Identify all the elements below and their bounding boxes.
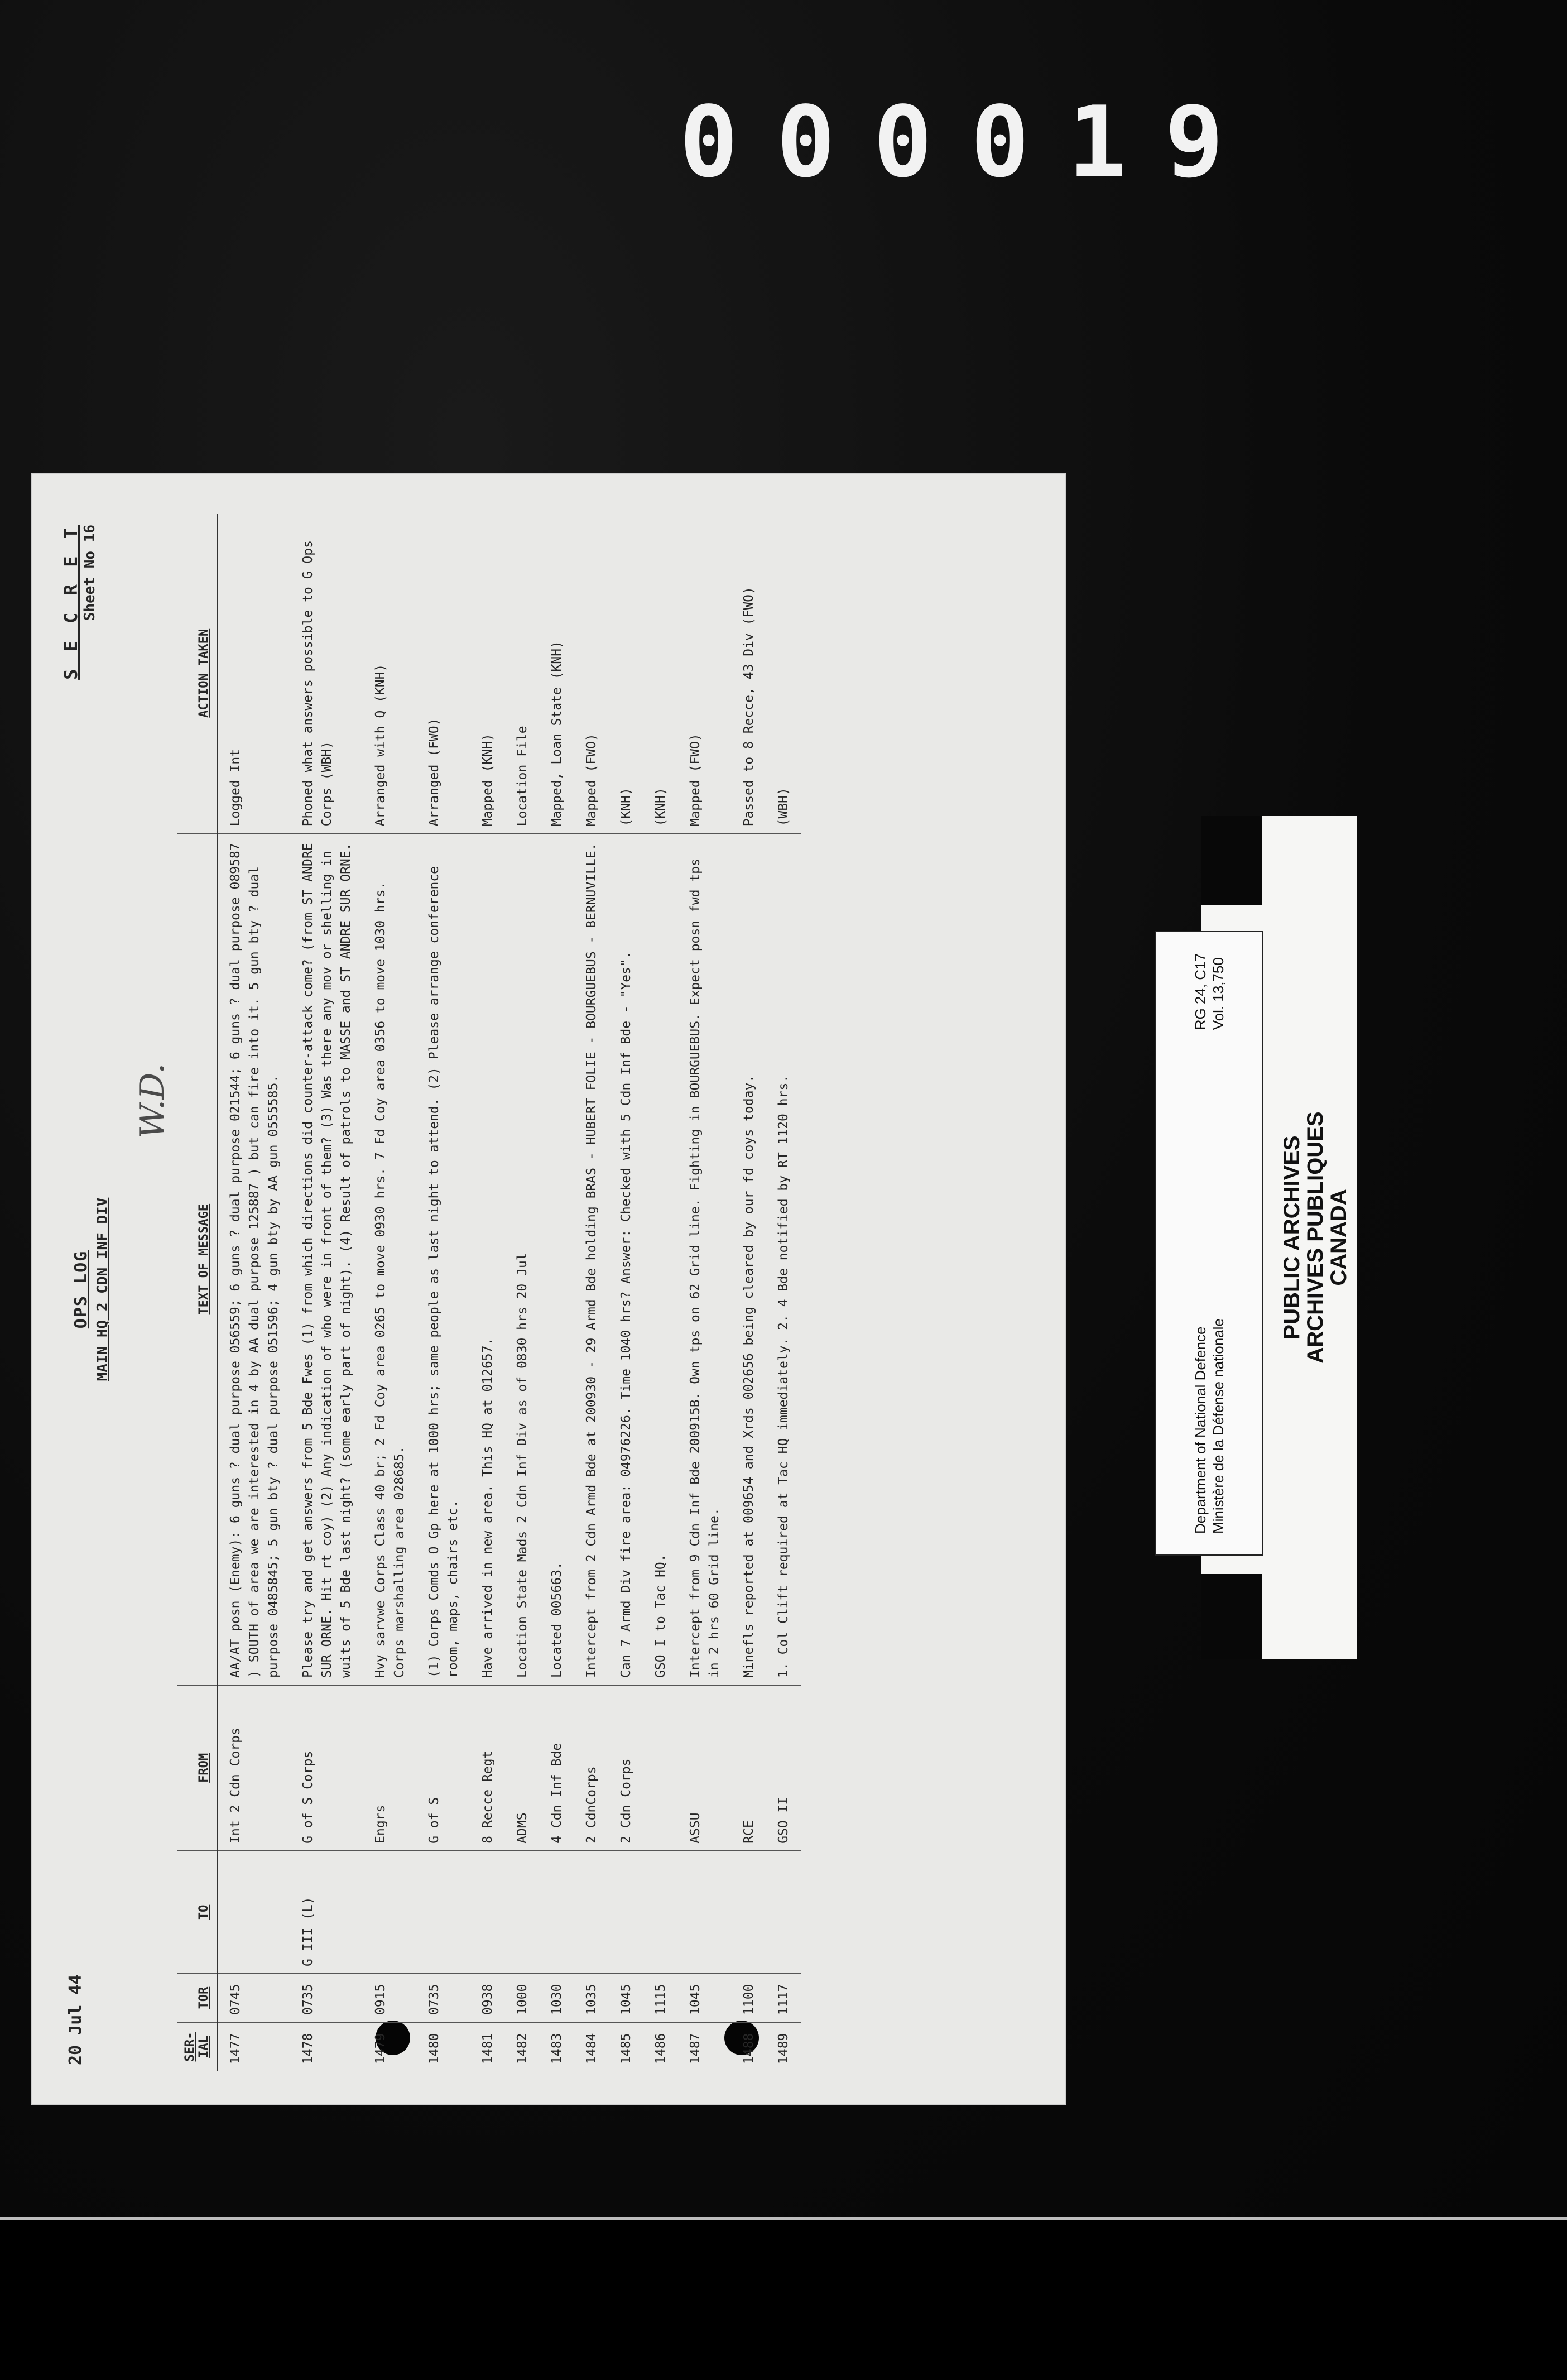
from-cell: 8 Recce Regt xyxy=(470,1685,505,1851)
log-title-block xyxy=(71,1094,111,1485)
serial-cell: 1477 xyxy=(228,2033,243,2064)
tor-cell: 1045 xyxy=(609,1974,643,2022)
to-cell xyxy=(470,1851,505,1974)
frame-digit: 0 xyxy=(679,85,738,199)
serial-cell: 1484 xyxy=(584,2033,599,2064)
serial-cell: 1486 xyxy=(653,2033,668,2064)
message-cell: Please try and get answers from 5 Bde Fwes (1) from which directions did counter-attack come? (from ST ANDRE SUR ORNE. Hit rt coy) (2) Any indication of who were in front of them? (3) Was there any mov or shelling in wuits of 5 Bde last night? (some early part of night). (4) Result of patrols to MASSE and ST ANDRE SUR ORNE. xyxy=(291,833,363,1685)
action-cell: Location File xyxy=(505,514,540,833)
action-cell: Arranged (FWO) xyxy=(417,514,470,833)
from-cell: Int 2 Cdn Corps xyxy=(218,1685,291,1851)
to-cell xyxy=(505,1851,540,1974)
serial-cell: 1481 xyxy=(480,2033,495,2064)
column-header: ACTION TAKEN xyxy=(177,514,218,833)
to-cell xyxy=(609,1851,643,1974)
archive-name xyxy=(1280,903,1350,1572)
message-cell: Minefls reported at 009654 and Xrds 002656 being cleared by our fd coys today. xyxy=(732,833,766,1685)
to-cell xyxy=(363,1851,417,1974)
action-cell: Passed to 8 Recce, 43 Div (FWO) xyxy=(732,514,766,833)
table-row xyxy=(609,514,643,2071)
film-border xyxy=(0,2220,1567,2380)
table-row xyxy=(417,514,470,2071)
action-cell: (WBH) xyxy=(766,514,801,833)
classification-block xyxy=(60,525,98,680)
action-cell: Mapped, Loan State (KNH) xyxy=(540,514,574,833)
action-cell: Mapped (FWO) xyxy=(574,514,609,833)
ops-log-table xyxy=(177,514,801,2071)
tor-cell: 0938 xyxy=(470,1974,505,2022)
tor-cell: 1115 xyxy=(643,1974,678,2022)
action-cell: Logged Int xyxy=(218,514,291,833)
table-row xyxy=(291,514,363,2071)
table-row xyxy=(678,514,732,2071)
table-row xyxy=(218,514,291,2071)
message-cell: Can 7 Armd Div fire area: 04976226. Time 1040 hrs? Answer: Checked with 5 Cdn Inf Bde - "Yes". xyxy=(609,833,643,1685)
serial-cell: 1478 xyxy=(301,2033,315,2064)
log-sheet xyxy=(32,474,1065,2104)
from-cell: G of S xyxy=(417,1685,470,1851)
from-cell: 4 Cdn Inf Bde xyxy=(540,1685,574,1851)
serial-cell: 1483 xyxy=(550,2033,564,2064)
serial-cell: 1488 xyxy=(742,2033,756,2064)
sheet-number: Sheet No 16 xyxy=(81,525,98,621)
action-cell: (KNH) xyxy=(609,514,643,833)
label-notch xyxy=(1201,1574,1262,1659)
message-cell: AA/AT posn (Enemy): 6 guns ? dual purpose 056559; 6 guns ? dual purpose 021544; 6 guns ? dual purpose 089587 ) SOUTH of area we are interested in 4 by AA dual purpose 125887 ) but can fire into it. 5 gun bty ? dual purpose 0485845; 5 gun bty ? dual purpose 051596; 4 gun bty by AA gun 0555585. xyxy=(218,833,291,1685)
archive-name-fr: ARCHIVES PUBLIQUES xyxy=(1303,1111,1328,1364)
to-cell xyxy=(678,1851,732,1974)
department-fr: Ministère de la Défense nationale xyxy=(1210,1318,1227,1534)
from-cell: GSO II xyxy=(766,1685,801,1851)
serial-cell: 1479 xyxy=(373,2033,388,2064)
to-cell xyxy=(417,1851,470,1974)
message-cell: 1. Col Clift required at Tac HQ immediately. 2. 4 Bde notified by RT 1120 hrs. xyxy=(766,833,801,1685)
column-header: TOR xyxy=(177,1974,218,2022)
frame-digit: 0 xyxy=(776,85,835,199)
table-row xyxy=(643,514,678,2071)
column-header: TO xyxy=(177,1851,218,1974)
message-cell: GSO I to Tac HQ. xyxy=(643,833,678,1685)
action-cell: Arranged with Q (KNH) xyxy=(363,514,417,833)
message-cell: Hvy sarvwe Corps Class 40 br; 2 Fd Coy area 0265 to move 0930 hrs. 7 Fd Coy area 0356 to move 1030 hrs. Corps marshalling area 028685. xyxy=(363,833,417,1685)
table-row xyxy=(470,514,505,2071)
from-cell: RCE xyxy=(732,1685,766,1851)
message-cell: Have arrived in new area. This HQ at 012657. xyxy=(470,833,505,1685)
from-cell: 2 Cdn Corps xyxy=(609,1685,643,1851)
tor-cell: 0735 xyxy=(291,1974,363,2022)
tor-cell: 0735 xyxy=(417,1974,470,2022)
frame-number xyxy=(667,85,1236,199)
serial-cell: 1489 xyxy=(776,2033,791,2064)
log-sheet-content xyxy=(49,491,1048,2088)
log-subtitle: MAIN HQ 2 CDN INF DIV xyxy=(94,1197,111,1381)
frame-digit: 0 xyxy=(873,85,932,199)
message-cell: Intercept from 2 Cdn Armd Bde at 200930 - 29 Armd Bde holding BRAS - HUBERT FOLIE - BOURGUEBUS - BERNUVILLE. xyxy=(574,833,609,1685)
to-cell xyxy=(732,1851,766,1974)
to-cell xyxy=(766,1851,801,1974)
serial-cell: 1487 xyxy=(688,2033,703,2064)
message-cell: Location State Mads 2 Cdn Inf Div as of 0830 hrs 20 Jul xyxy=(505,833,540,1685)
from-cell: Engrs xyxy=(363,1685,417,1851)
from-cell: G of S Corps xyxy=(291,1685,363,1851)
tor-cell: 1035 xyxy=(574,1974,609,2022)
table-row xyxy=(574,514,609,2071)
record-group-ref: RG 24, C17 xyxy=(1192,953,1209,1030)
label-notch xyxy=(1201,816,1262,905)
record-group xyxy=(1191,953,1227,1030)
archive-country: CANADA xyxy=(1326,1189,1351,1286)
table-row xyxy=(363,514,417,2071)
column-header: SER-IAL xyxy=(177,2022,218,2071)
classification: S E C R E T xyxy=(60,525,81,680)
table-row xyxy=(540,514,574,2071)
serial-cell: 1480 xyxy=(427,2033,441,2064)
ops-log-rows xyxy=(218,514,801,2071)
to-cell xyxy=(574,1851,609,1974)
handwritten-initials: W.D. xyxy=(133,1063,172,1139)
tor-cell: 0745 xyxy=(218,1974,291,2022)
tor-cell: 0915 xyxy=(363,1974,417,2022)
tor-cell: 1117 xyxy=(766,1974,801,2022)
to-cell xyxy=(218,1851,291,1974)
table-row xyxy=(766,514,801,2071)
department-names xyxy=(1191,1318,1227,1534)
message-cell: Intercept from 9 Cdn Inf Bde 200915B. Own tps on 62 Grid line. Fighting in BOURGUEBUS. Expect posn fwd tps in 2 hrs 60 Grid line. xyxy=(678,833,732,1685)
from-cell: ASSU xyxy=(678,1685,732,1851)
from-cell xyxy=(643,1685,678,1851)
from-cell: ADMS xyxy=(505,1685,540,1851)
serial-cell: 1482 xyxy=(515,2033,530,2064)
serial-cell: 1485 xyxy=(619,2033,633,2064)
tor-cell: 1045 xyxy=(678,1974,732,2022)
to-cell xyxy=(540,1851,574,1974)
tor-cell: 1000 xyxy=(505,1974,540,2022)
archive-name-en: PUBLIC ARCHIVES xyxy=(1280,1135,1304,1340)
frame-digit: 1 xyxy=(1068,85,1127,199)
message-cell: Located 005663. xyxy=(540,833,574,1685)
column-header: TEXT OF MESSAGE xyxy=(177,833,218,1685)
tor-cell: 1030 xyxy=(540,1974,574,2022)
frame-digit: 0 xyxy=(970,85,1030,199)
reference-lines xyxy=(1191,953,1227,1534)
department-en: Department of National Defence xyxy=(1192,1326,1209,1534)
column-header: FROM xyxy=(177,1685,218,1851)
to-cell: G III (L) xyxy=(291,1851,363,1974)
frame-digit: 9 xyxy=(1165,85,1224,199)
log-date: 20 Jul 44 xyxy=(66,1974,85,2065)
from-cell: 2 CdnCorps xyxy=(574,1685,609,1851)
to-cell xyxy=(643,1851,678,1974)
table-header-row xyxy=(177,514,218,2071)
log-title: OPS LOG xyxy=(71,1250,91,1329)
table-row xyxy=(505,514,540,2071)
action-cell: Phoned what answers possible to G Ops Corps (WBH) xyxy=(291,514,363,833)
action-cell: Mapped (FWO) xyxy=(678,514,732,833)
action-cell: Mapped (KNH) xyxy=(470,514,505,833)
tor-cell: 1100 xyxy=(732,1974,766,2022)
message-cell: (1) Corps Comds O Gp here at 1000 hrs; same people as last night to attend. (2) Please arrange conference room, maps, chairs etc. xyxy=(417,833,470,1685)
action-cell: (KNH) xyxy=(643,514,678,833)
volume-number: Vol. 13,750 xyxy=(1210,957,1227,1030)
archive-reference-label xyxy=(1155,931,1263,1556)
table-row xyxy=(732,514,766,2071)
